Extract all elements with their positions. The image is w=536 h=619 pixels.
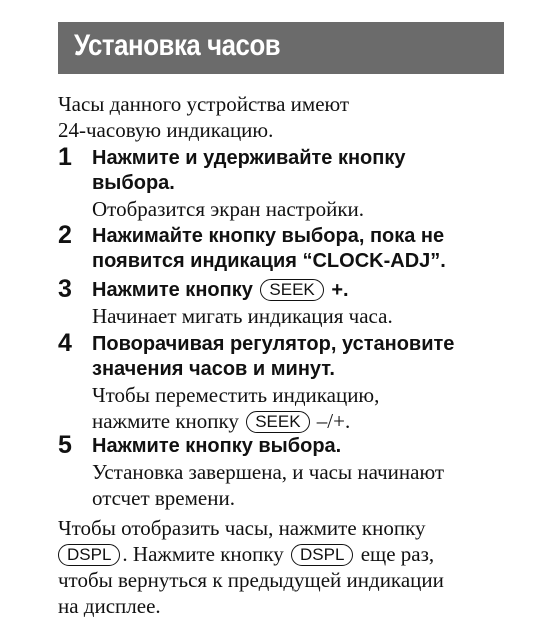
step-title: Поворачивая регулятор, установите: [92, 333, 455, 355]
outro-text: еще раз,: [360, 542, 435, 566]
intro-line: 24-часовую индикацию.: [58, 118, 274, 142]
step-2: [58, 221, 518, 274]
step-1: [58, 143, 518, 222]
step-title-text: +.: [331, 279, 349, 301]
outro-line: чтобы вернуться к предыдущей индикации: [58, 568, 444, 592]
step-title: Нажмите кнопку выбора.: [92, 435, 342, 457]
step-title: Нажмите и удерживайте кнопку: [92, 147, 406, 169]
outro-line: на дисплее.: [58, 594, 161, 618]
dspl-key-label: DSPL: [58, 544, 120, 566]
step-detail-text: нажмите кнопку: [92, 409, 239, 433]
step-number: 2: [58, 221, 72, 249]
dspl-key-label: DSPL: [291, 544, 353, 566]
seek-key-label: SEEK: [246, 411, 309, 433]
section-header: [58, 22, 504, 74]
outro-text: . Нажмите кнопку: [122, 542, 284, 566]
outro-line: [58, 541, 528, 567]
page-title: Установка часов: [74, 29, 281, 62]
step-title: Нажимайте кнопку выбора, пока не: [92, 225, 445, 247]
step-number: 5: [58, 431, 72, 459]
step-title: значения часов и минут.: [92, 358, 335, 380]
step-title: появится индикация “CLOCK-ADJ”.: [92, 250, 446, 272]
step-number: 3: [58, 275, 72, 303]
step-detail: [92, 408, 518, 434]
step-title-text: Нажмите кнопку: [92, 279, 253, 301]
step-title: выбора.: [92, 172, 175, 194]
step-detail: Отобразится экран настройки.: [92, 197, 365, 221]
seek-key-label: SEEK: [260, 279, 323, 301]
intro-paragraph: [58, 91, 518, 143]
intro-line: Часы данного устройства имеют: [58, 92, 350, 116]
step-detail: отсчет времени.: [92, 486, 235, 510]
step-4: [58, 329, 518, 434]
step-number: 4: [58, 329, 72, 357]
outro-paragraph: [58, 515, 528, 619]
step-detail: Установка завершена, и часы начинают: [92, 460, 445, 484]
step-3: [58, 275, 518, 329]
step-detail: Начинает мигать индикация часа.: [92, 304, 393, 328]
step-detail: Чтобы переместить индикацию,: [92, 383, 380, 407]
step-title: [92, 278, 518, 303]
step-5: [58, 431, 518, 511]
outro-line: Чтобы отобразить часы, нажмите кнопку: [58, 516, 426, 540]
step-detail-text: –/+.: [316, 409, 351, 433]
step-number: 1: [58, 143, 72, 171]
